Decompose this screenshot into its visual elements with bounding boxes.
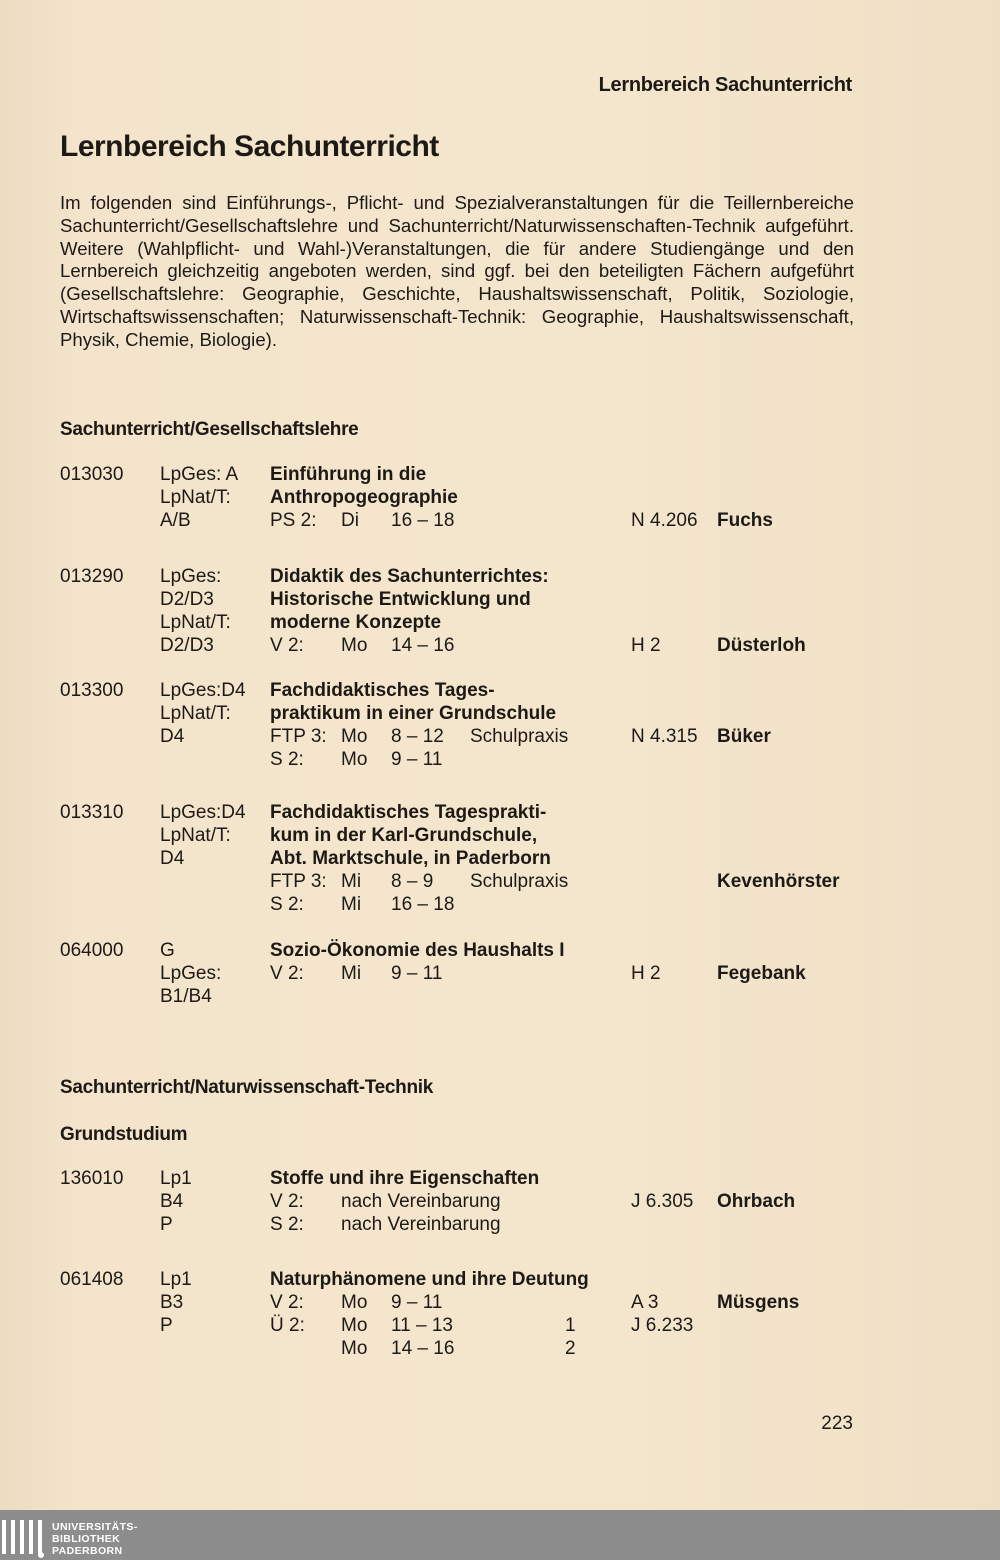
course-code: 013300 (60, 680, 124, 701)
course-day: Mo (341, 635, 368, 656)
course-title: Fachdidaktisches Tagesprakti- (270, 802, 547, 823)
course-line (60, 589, 860, 612)
course-line (60, 1269, 860, 1292)
course-area: LpGes: (160, 963, 222, 984)
course-entry (60, 680, 860, 772)
course-title: Anthropogeographie (270, 487, 458, 508)
course-title: kum in der Karl-Grundschule, (270, 825, 538, 846)
course-day: Mo (341, 726, 368, 747)
course-area: P (160, 1315, 173, 1336)
section-heading-gesellschaftslehre: Sachunterricht/Gesellschaftslehre (60, 419, 359, 440)
course-group: 1 (565, 1315, 576, 1336)
course-area: B1/B4 (160, 986, 212, 1007)
library-name-line: BIBLIOTHEK (52, 1533, 121, 1545)
course-line (60, 894, 860, 917)
library-name (52, 1521, 138, 1557)
course-day: Mo (341, 1338, 368, 1359)
course-teacher: Ohrbach (717, 1191, 796, 1212)
course-time: 9 – 11 (391, 963, 443, 984)
course-room: H 2 (631, 963, 661, 984)
course-day: Mi (341, 894, 362, 915)
course-code: 061408 (60, 1269, 124, 1290)
course-area: LpNat/T: (160, 612, 231, 633)
course-day: nach Vereinbarung (341, 1191, 501, 1212)
course-area: B3 (160, 1292, 184, 1313)
page-number: 223 (821, 1413, 853, 1434)
course-code: 013030 (60, 464, 124, 485)
course-day: Mo (341, 1292, 368, 1313)
course-area: Lp1 (160, 1168, 192, 1189)
course-type: PS 2: (270, 510, 317, 531)
course-area: LpGes: (160, 566, 222, 587)
course-line (60, 635, 860, 658)
course-type: FTP 3: (270, 871, 327, 892)
course-area: LpGes: A (160, 464, 239, 485)
course-line (60, 940, 860, 963)
course-time: 16 – 18 (391, 894, 455, 915)
page-title: Lernbereich Sachunterricht (60, 130, 439, 163)
course-title: Einführung in die (270, 464, 427, 485)
course-line (60, 749, 860, 772)
course-time: 8 – 9 (391, 871, 434, 892)
course-room: N 4.206 (631, 510, 698, 531)
course-line (60, 680, 860, 703)
course-type: S 2: (270, 749, 304, 770)
course-title: Didaktik des Sachunterrichtes: (270, 566, 549, 587)
course-teacher: Fegebank (717, 963, 806, 984)
course-teacher: Müsgens (717, 1292, 800, 1313)
course-time: 8 – 12 (391, 726, 444, 747)
course-line (60, 1191, 860, 1214)
course-area: D4 (160, 726, 185, 747)
course-title: Naturphänomene und ihre Deutung (270, 1269, 589, 1290)
intro-paragraph: Im folgenden sind Einführungs-, Pflicht- und Spezialveranstaltungen für die Teillernbereiche Sachunterricht/Gesellschaftslehre und Sachunterricht/Naturwissenschaften-Technik aufgeführt. Weitere (Wahlpflicht- und Wahl-)Veranstaltungen, die für andere Studiengänge und den Lernbereich gleichzeitig angeboten werden, sind ggf. bei den beteiligten Fächern aufgeführt (Gesellschaftslehre: Geographie, Geschichte, Haushaltswissenschaft, Politik, Soziologie, Wirtschaftswissenschaften; Naturwissenschaft-Technik: Geographie, Haushaltswissenschaft, Physik, Chemie, Biologie). (60, 192, 854, 350)
course-title: Abt. Marktschule, in Paderborn (270, 848, 551, 869)
course-time: 16 – 18 (391, 510, 455, 531)
course-line (60, 1338, 860, 1361)
course-code: 064000 (60, 940, 124, 961)
course-time: 9 – 11 (391, 1292, 443, 1313)
course-area: D4 (160, 848, 185, 869)
course-area: LpGes:D4 (160, 802, 246, 823)
course-area: LpGes:D4 (160, 680, 246, 701)
course-teacher: Fuchs (717, 510, 773, 531)
section-heading-naturwissenschaft-technik: Sachunterricht/Naturwissenschaft-Technik (60, 1077, 434, 1098)
course-time: 9 – 11 (391, 749, 443, 770)
course-entry (60, 464, 860, 533)
course-room: H 2 (631, 635, 661, 656)
course-line (60, 566, 860, 589)
course-type: S 2: (270, 894, 304, 915)
course-line (60, 703, 860, 726)
course-line (60, 1292, 860, 1315)
course-day: nach Vereinbarung (341, 1214, 501, 1235)
library-logo-icon (2, 1520, 44, 1558)
course-area: P (160, 1214, 173, 1235)
course-area: D2/D3 (160, 635, 214, 656)
course-area: LpNat/T: (160, 487, 231, 508)
course-line (60, 510, 860, 533)
course-day: Mi (341, 871, 362, 892)
course-entry (60, 566, 860, 658)
course-line (60, 802, 860, 825)
course-line (60, 825, 860, 848)
course-line (60, 848, 860, 871)
course-line (60, 1168, 860, 1191)
course-teacher: Kevenhörster (717, 871, 840, 892)
course-entry (60, 1269, 860, 1361)
course-area: LpNat/T: (160, 703, 231, 724)
course-line (60, 1214, 860, 1237)
course-line (60, 612, 860, 635)
course-note: Schulpraxis (470, 726, 569, 747)
course-line (60, 726, 860, 749)
course-day: Mo (341, 749, 368, 770)
course-note: Schulpraxis (470, 871, 569, 892)
course-line (60, 871, 860, 894)
course-day: Di (341, 510, 359, 531)
course-line (60, 487, 860, 510)
course-room: J 6.233 (631, 1315, 694, 1336)
course-time: 11 – 13 (391, 1315, 453, 1336)
library-name-line: PADERBORN (52, 1545, 123, 1557)
course-area: A/B (160, 510, 191, 531)
course-type: V 2: (270, 963, 304, 984)
course-title: praktikum in einer Grundschule (270, 703, 557, 724)
running-header: Lernbereich Sachunterricht (598, 74, 852, 96)
course-area: B4 (160, 1191, 184, 1212)
course-time: 14 – 16 (391, 1338, 455, 1359)
course-type: FTP 3: (270, 726, 327, 747)
course-day: Mi (341, 963, 362, 984)
course-area: LpNat/T: (160, 825, 231, 846)
course-type: Ü 2: (270, 1315, 305, 1336)
course-area: Lp1 (160, 1269, 192, 1290)
course-room: A 3 (631, 1292, 659, 1313)
course-type: V 2: (270, 1292, 304, 1313)
course-line (60, 1315, 860, 1338)
course-title: Fachdidaktisches Tages- (270, 680, 495, 701)
course-code: 013310 (60, 802, 124, 823)
library-footer-bar (0, 1510, 1000, 1560)
course-teacher: Düsterloh (717, 635, 806, 656)
course-code: 013290 (60, 566, 124, 587)
course-group: 2 (565, 1338, 576, 1359)
course-line (60, 963, 860, 986)
course-area: G (160, 940, 175, 961)
library-name-line: UNIVERSITÄTS- (52, 1521, 138, 1533)
course-title: Sozio-Ökonomie des Haushalts I (270, 940, 565, 961)
subheading-grundstudium: Grundstudium (60, 1124, 188, 1145)
course-type: V 2: (270, 635, 304, 656)
course-entry (60, 802, 860, 917)
course-room: N 4.315 (631, 726, 698, 747)
course-entry (60, 1168, 860, 1237)
course-title: Historische Entwicklung und (270, 589, 531, 610)
course-teacher: Büker (717, 726, 771, 747)
course-time: 14 – 16 (391, 635, 455, 656)
course-entry (60, 940, 860, 1009)
course-line (60, 986, 860, 1009)
course-day: Mo (341, 1315, 368, 1336)
course-title: Stoffe und ihre Eigenschaften (270, 1168, 540, 1189)
course-code: 136010 (60, 1168, 124, 1189)
course-area: D2/D3 (160, 589, 214, 610)
course-title: moderne Konzepte (270, 612, 442, 633)
course-line (60, 464, 860, 487)
course-type: S 2: (270, 1214, 304, 1235)
course-room: J 6.305 (631, 1191, 694, 1212)
course-type: V 2: (270, 1191, 304, 1212)
